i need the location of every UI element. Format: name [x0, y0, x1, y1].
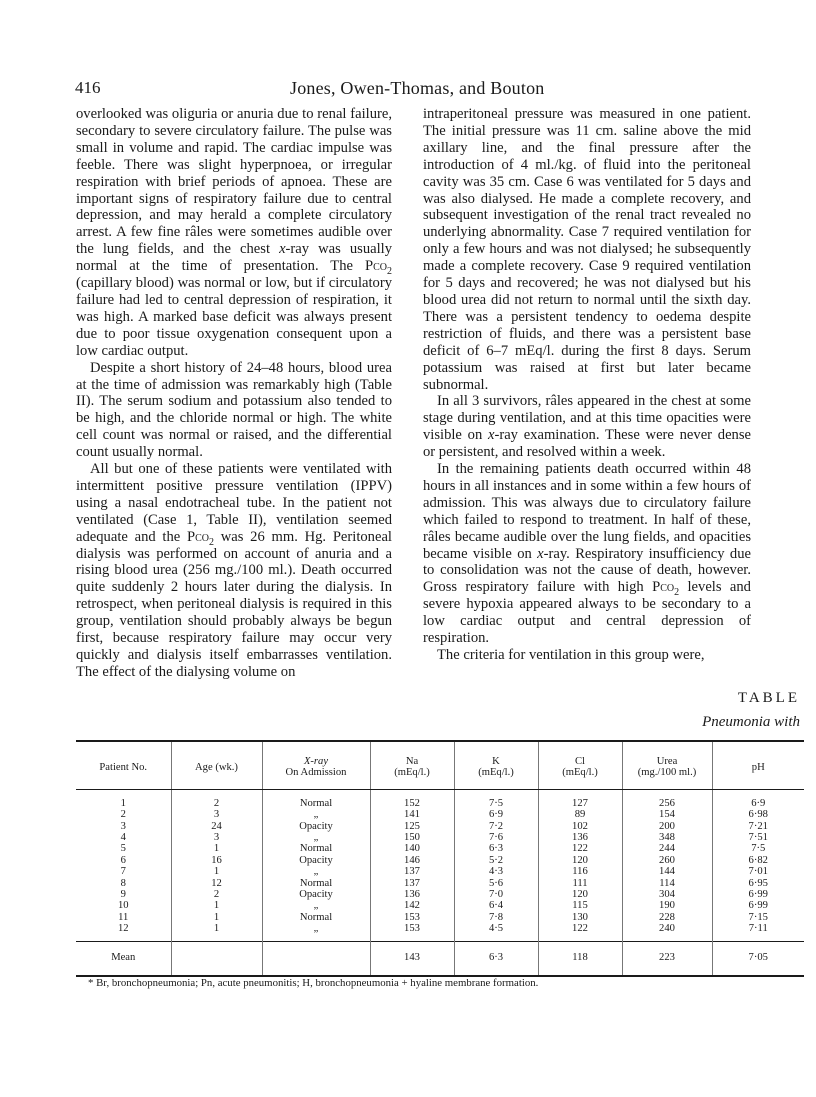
table-row [76, 790, 804, 809]
mean-cl: 118 [538, 941, 622, 975]
cell-cl: 115 [538, 900, 622, 911]
cell-xray: „ [262, 832, 370, 843]
mean-ph: 7·05 [712, 941, 804, 975]
cell-na: 146 [370, 855, 454, 866]
mean-urea: 223 [622, 941, 712, 975]
cell-cl: 116 [538, 866, 622, 877]
cell-cl: 120 [538, 889, 622, 900]
cell-na: 142 [370, 900, 454, 911]
cell-urea: 228 [622, 912, 712, 923]
cell-patient: 8 [120, 877, 126, 889]
cell-cl: 111 [538, 878, 622, 889]
cell-k: 7·2 [454, 821, 538, 832]
cell-k: 6·3 [454, 843, 538, 854]
cell-patient: 2 [120, 809, 126, 821]
table-row [76, 821, 804, 832]
cell-patient: 6 [120, 854, 126, 866]
table-row [76, 832, 804, 843]
paragraph: All but one of these patients were ventilated with intermittent positive pressure ventilation (IPPV) using a nasal endotracheal tube. In the patient not ventilated (Case 1, Table II), ventilation seemed adequate and the Pco$_2$ was 26 mm. Hg. Peritoneal dialysis was performed on account of anuria and a rising blood urea (256 mg./100 ml.). Death occurred quite suddenly 2 hours later during the dialysis. In retrospect, when peritoneal dialysis is required in this group, ventilation should probably always be begun first, because respiratory failure may occur very quickly and dialysis itself embarrasses ventilation. The effect of the dialysing volume on [76, 461, 392, 680]
cell-patient: 12 [117, 923, 129, 935]
cell-na: 137 [370, 866, 454, 877]
cell-na: 140 [370, 843, 454, 854]
cell-patient: 3 [120, 820, 126, 832]
cell-age: 12 [171, 878, 262, 889]
table-row [76, 912, 804, 923]
table-caption: Pneumonia with [702, 714, 800, 730]
cell-ph: 7·01 [712, 866, 804, 877]
cell-ph: 6·99 [712, 900, 804, 911]
cell-urea: 348 [622, 832, 712, 843]
cell-patient: 4 [120, 832, 126, 844]
cell-k: 7·5 [454, 790, 538, 809]
cell-urea: 154 [622, 809, 712, 820]
cell-patient: 9 [120, 889, 126, 901]
cell-na: 136 [370, 889, 454, 900]
header-age: Age (wk.) [171, 742, 262, 789]
cell-age: 1 [171, 923, 262, 941]
cell-na: 125 [370, 821, 454, 832]
table-row [76, 866, 804, 877]
data-table [76, 740, 804, 977]
cell-urea: 260 [622, 855, 712, 866]
cell-cl: 127 [538, 790, 622, 809]
cell-age: 1 [171, 900, 262, 911]
paragraph: The criteria for ventilation in this group were, [437, 647, 705, 663]
paragraph: In the remaining patients death occurred within 48 hours in all instances and in some within a few hours of admission. This was always due to circulatory failure which failed to respond to treatment. In half of these, râles became audible over the lung fields, and opacities became visible on x-ray. Respiratory insufficiency due to consolidation was not the cause of death, however. Gross respiratory failure with high Pco$_2$ levels and severe hypoxia appeared always to be secondary to a low cardiac output and central depression of respiration. [423, 461, 751, 647]
cell-na: 150 [370, 832, 454, 843]
cell-k: 4·5 [454, 923, 538, 941]
header-k: K (mEq/l.) [454, 742, 538, 789]
cell-ph: 7·11 [712, 923, 804, 941]
cell-k: 5·6 [454, 878, 538, 889]
cell-cl: 136 [538, 832, 622, 843]
cell-xray: Normal [262, 790, 370, 809]
cell-k: 5·2 [454, 855, 538, 866]
table-row [76, 900, 804, 911]
paragraph: intraperitoneal pressure was measured in one patient. The initial pressure was 11 cm. saline above the mid axillary line, and the final pressure after the introduction of 4 ml./kg. of fluid into the peritoneal cavity was 35 cm. Case 6 was ventilated for 5 days and was also dialysed. He made a complete recovery, and subsequent investigation of the renal tract revealed no underlying abnormality. Case 7 required ventilation for only a few hours and was not dialysed; he subsequently made a complete recovery. Case 9 required ventilation for 5 days and recovered; he was not dialysed but his blood urea did not return to normal until the sixth day. There was a persistent tendency to oedema despite restriction of fluids, and there was a persistent base deficit of 6–7 mEq/l. during the first 8 days. Serum potassium was raised at first but later became subnormal. [423, 106, 751, 393]
table-row [76, 889, 804, 900]
mean-na: 143 [370, 941, 454, 975]
cell-k: 4·3 [454, 866, 538, 877]
cell-xray: Opacity [262, 889, 370, 900]
cell-cl: 130 [538, 912, 622, 923]
table-row [76, 855, 804, 866]
cell-ph: 6·99 [712, 889, 804, 900]
header-xray: X-ray On Admission [262, 742, 370, 789]
cell-ph: 6·95 [712, 878, 804, 889]
paragraph: overlooked was oliguria or anuria due to renal failure, secondary to severe circulatory failure. The pulse was small in volume and rapid. The cardiac impulse was feeble. There was slight hyperpnoea, or irregular respiration with brief periods of apnoea. These are important signs of respiratory failure due to central depression, and may herald a complete circulatory arrest. A few fine râles were sometimes audible over the lung fields, and the chest x-ray was usually normal at the time of presentation. The Pco$_2$ (capillary blood) was normal or low, but if circulatory failure had led to central depression of respiration, it was high. A marked base deficit was always present due to poor tissue oxygenation consequent upon a low cardiac output. [76, 106, 392, 359]
table-row [76, 809, 804, 820]
cell-age: 24 [171, 821, 262, 832]
cell-urea: 200 [622, 821, 712, 832]
cell-na: 137 [370, 878, 454, 889]
table-row [76, 878, 804, 889]
cell-k: 6·4 [454, 900, 538, 911]
cell-urea: 240 [622, 923, 712, 941]
page-number: 416 [75, 78, 101, 97]
cell-k: 7·8 [454, 912, 538, 923]
cell-age: 1 [171, 843, 262, 854]
cell-na: 153 [370, 923, 454, 941]
cell-patient: 1 [120, 797, 126, 809]
cell-xray: Normal [262, 912, 370, 923]
table-footnote: * Br, bronchopneumonia; Pn, acute pneumonitis; H, bronchopneumonia + hyaline membrane formation. [88, 977, 539, 989]
cell-urea: 144 [622, 866, 712, 877]
cell-na: 153 [370, 912, 454, 923]
cell-xray: Opacity [262, 855, 370, 866]
header-patient: Patient No. [99, 761, 148, 773]
cell-patient: 10 [117, 900, 129, 912]
cell-age: 1 [171, 912, 262, 923]
cell-cl: 122 [538, 843, 622, 854]
cell-urea: 304 [622, 889, 712, 900]
mean-row [76, 941, 804, 975]
cell-ph: 6·98 [712, 809, 804, 820]
cell-k: 7·0 [454, 889, 538, 900]
cell-urea: 114 [622, 878, 712, 889]
table-row [76, 923, 804, 941]
paragraph: In all 3 survivors, râles appeared in the chest at some stage during ventilation, and at this time opacities were visible on x-ray examination. These were never dense or persistent, and resolved within a week. [423, 393, 751, 461]
cell-xray: „ [262, 900, 370, 911]
cell-age: 2 [171, 790, 262, 809]
cell-cl: 122 [538, 923, 622, 941]
cell-age: 2 [171, 889, 262, 900]
cell-ph: 6·82 [712, 855, 804, 866]
cell-age: 3 [171, 832, 262, 843]
header-ph: pH [712, 742, 804, 789]
cell-k: 7·6 [454, 832, 538, 843]
mean-label: Mean [76, 941, 171, 975]
cell-xray: „ [262, 866, 370, 877]
cell-age: 3 [171, 809, 262, 820]
cell-xray: Opacity [262, 821, 370, 832]
cell-na: 152 [370, 790, 454, 809]
cell-cl: 102 [538, 821, 622, 832]
cell-ph: 6·9 [712, 790, 804, 809]
cell-patient: 11 [118, 911, 129, 923]
cell-patient: 7 [120, 866, 126, 878]
paragraph: Despite a short history of 24–48 hours, blood urea at the time of admission was remarkably high (Table II). The serum sodium and potassium also tended to be high, and the chloride normal or high. The white cell count was normal or raised, and the differential count usually normal. [76, 359, 392, 461]
cell-urea: 244 [622, 843, 712, 854]
left-column [76, 106, 392, 681]
cell-ph: 7·5 [712, 843, 804, 854]
cell-ph: 7·51 [712, 832, 804, 843]
header-na: Na (mEq/l.) [370, 742, 454, 789]
table-row [76, 843, 804, 854]
cell-na: 141 [370, 809, 454, 820]
cell-xray: „ [262, 923, 370, 941]
cell-xray: Normal [262, 843, 370, 854]
cell-urea: 190 [622, 900, 712, 911]
cell-cl: 89 [538, 809, 622, 820]
header-urea: Urea (mg./100 ml.) [622, 742, 712, 789]
cell-patient: 5 [120, 843, 126, 855]
table-header-row [76, 742, 804, 789]
cell-age: 16 [171, 855, 262, 866]
right-column [423, 106, 751, 664]
header-cl: Cl (mEq/l.) [538, 742, 622, 789]
cell-cl: 120 [538, 855, 622, 866]
cell-k: 6·9 [454, 809, 538, 820]
mean-k: 6·3 [454, 941, 538, 975]
page-header [75, 78, 815, 102]
cell-urea: 256 [622, 790, 712, 809]
cell-xray: Normal [262, 878, 370, 889]
cell-ph: 7·15 [712, 912, 804, 923]
table-label: TABLE [737, 690, 800, 706]
cell-xray: „ [262, 809, 370, 820]
running-title: Jones, Owen-Thomas, and Bouton [290, 78, 545, 98]
cell-ph: 7·21 [712, 821, 804, 832]
cell-age: 1 [171, 866, 262, 877]
